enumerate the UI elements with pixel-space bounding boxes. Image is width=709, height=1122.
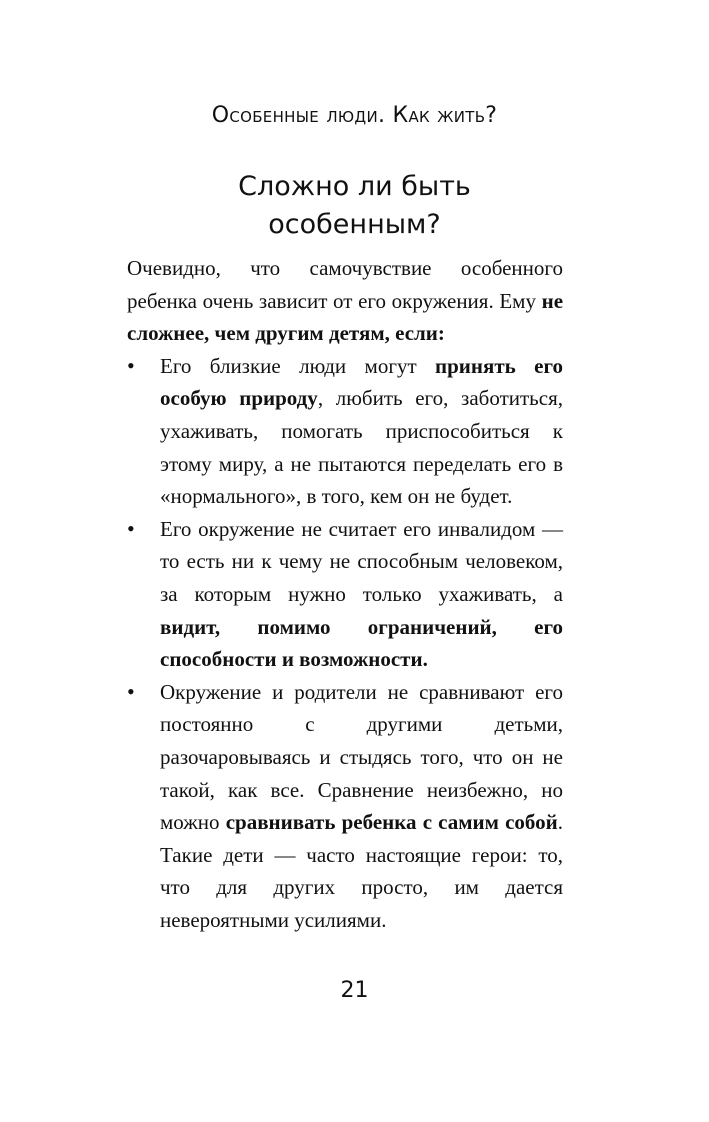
list-item-text: Его близкие люди могут bbox=[160, 353, 436, 378]
section-title bbox=[0, 168, 709, 244]
list-item bbox=[127, 513, 563, 676]
section-title-line-1: Сложно ли быть bbox=[238, 171, 471, 202]
intro-paragraph bbox=[127, 252, 563, 350]
bullet-list bbox=[127, 350, 563, 937]
list-item-text-tail: . Такие дети — часто настоящие герои: то, что для других просто, им дается невероятными усилиями. bbox=[160, 810, 564, 932]
bullet-icon: • bbox=[127, 352, 135, 378]
list-item-text: Его окружение не считает его инвалидом — то есть ни к чему не способным человеком, за которым нужно только ухаживать, а bbox=[160, 516, 563, 606]
list-item bbox=[127, 350, 563, 513]
list-item-text: Окружение и родители не сравнивают его постоянно с другими детьми, разочаровываясь и стыдясь того, что он не такой, как все. Сравнение неизбежно, но можно bbox=[160, 679, 563, 835]
list-item-text-tail: , любить его, заботиться, ухаживать, помогать приспособиться к этому миру, а не пытаются переделать его в «нормального», в того, кем он не будет. bbox=[160, 386, 563, 509]
bullet-icon: • bbox=[127, 678, 135, 704]
page-number: 21 bbox=[340, 978, 369, 1003]
list-item bbox=[127, 676, 563, 937]
intro-bold-text: не сложнее, чем другим детям, если: bbox=[127, 288, 564, 346]
running-header: Особенные люди. Как жить? bbox=[211, 103, 498, 128]
section-title-line-2: особенным? bbox=[268, 209, 441, 240]
list-item-bold-text: сравнивать ребенка с самим собой bbox=[225, 810, 558, 835]
page-body bbox=[127, 252, 563, 936]
intro-text: Очевидно, что самочувствие особенного ребенка очень зависит от его окружения. Ему bbox=[127, 256, 563, 313]
bullet-icon: • bbox=[127, 515, 135, 541]
list-item-bold-text: видит, помимо ограничений, его способности и возможности. bbox=[160, 614, 563, 672]
list-item-bold-text: принять его особую природу bbox=[160, 353, 563, 411]
